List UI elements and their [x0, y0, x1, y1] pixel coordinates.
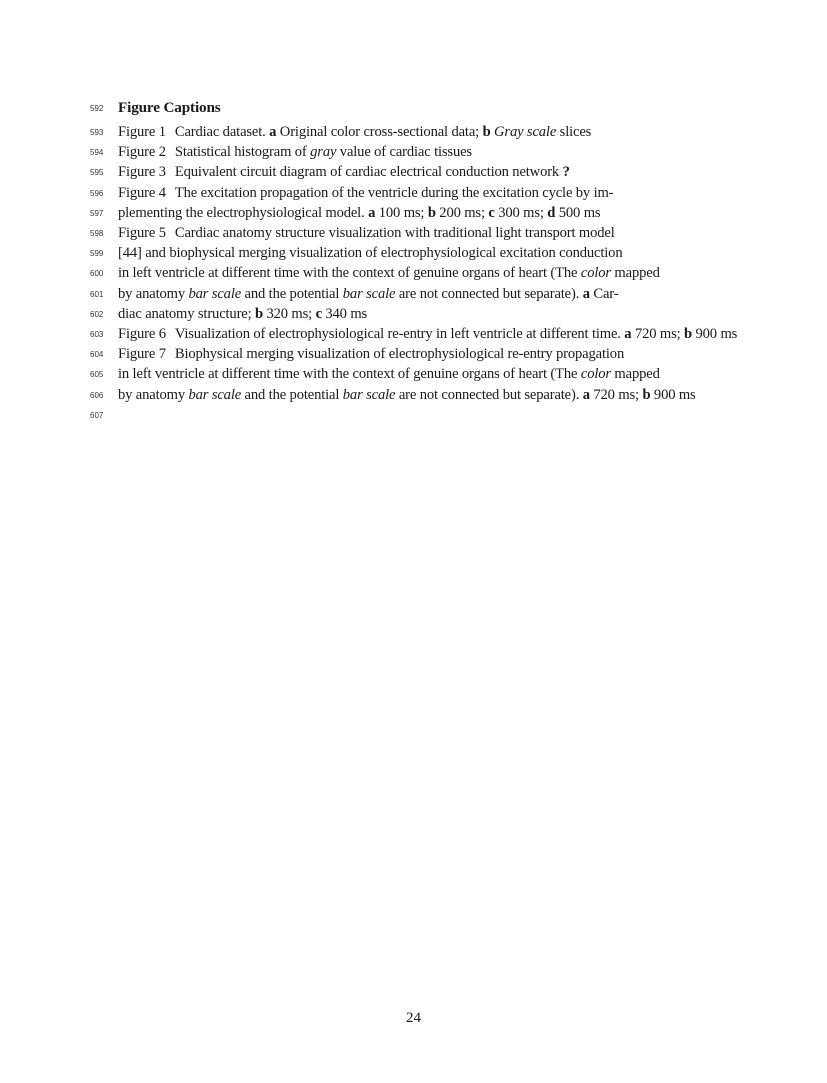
caption-line: [0, 284, 827, 304]
caption-fragment: are not connected but separate).: [395, 285, 583, 302]
page-number: 24: [406, 1010, 421, 1026]
italic-term: bar scale: [188, 386, 242, 403]
caption-fragment: 320 ms;: [262, 305, 316, 322]
caption-line: [0, 243, 827, 263]
line-number: 599: [90, 249, 104, 259]
line-number: 600: [90, 269, 104, 279]
caption-fragment: Original color cross-sectional data;: [276, 124, 483, 140]
caption-fragment: in left ventricle at different time with the context of genuine organs of heart (The: [118, 265, 581, 282]
subfigure-letter: b: [427, 204, 436, 221]
line-number: 592: [90, 104, 104, 113]
subfigure-letter: b: [642, 386, 651, 403]
caption-text: [118, 364, 660, 384]
line-number: 606: [90, 390, 104, 400]
caption-text: [118, 324, 737, 344]
caption-fragment: value of cardiac tissues: [336, 144, 472, 161]
caption-line: [0, 203, 827, 223]
caption-fragment: Equivalent circuit diagram of cardiac electrical conduction network: [174, 164, 563, 181]
caption-text: [118, 385, 696, 405]
caption-fragment: Biophysical merging visualization of electrophysiological re-entry propagation: [174, 346, 625, 363]
caption-fragment: mapped: [610, 265, 660, 282]
caption-fragment: [44] and biophysical merging visualization of electrophysiological excitation conduction: [118, 245, 623, 262]
caption-text: [118, 304, 367, 324]
figure-label: Figure 1: [118, 124, 166, 140]
caption-text: [118, 162, 570, 182]
figure-label: Figure 7: [118, 346, 166, 363]
caption-fragment: plementing the electrophysiological model.: [118, 204, 369, 221]
line-number: 605: [90, 370, 104, 380]
figure-label: Figure 3: [118, 164, 166, 181]
section-heading: Figure Captions: [118, 99, 221, 116]
caption-line: [0, 304, 827, 324]
caption-fragment: 100 ms;: [375, 204, 428, 221]
caption-line: [0, 263, 827, 283]
caption-line: [0, 344, 827, 364]
caption-line: [0, 162, 827, 182]
italic-term: gray: [310, 144, 337, 161]
line-number: 604: [90, 350, 104, 360]
caption-text: [118, 122, 591, 142]
figure-label: Figure 6: [118, 326, 166, 342]
subfigure-letter: d: [547, 204, 556, 221]
caption-fragment: 900 ms: [692, 326, 738, 342]
italic-term: bar scale: [342, 285, 396, 302]
caption-fragment: 500 ms: [555, 204, 601, 221]
italic-term: color: [580, 265, 611, 282]
caption-line: [0, 223, 827, 243]
caption-fragment: Cardiac anatomy structure visualization with traditional light transport model: [174, 225, 615, 241]
subfigure-letter: b: [255, 305, 263, 322]
line-number: 594: [90, 148, 104, 158]
caption-fragment: 200 ms;: [435, 204, 489, 221]
caption-fragment: The excitation propagation of the ventricle during the excitation cycle by im-: [174, 184, 614, 201]
caption-fragment: Statistical histogram of: [174, 144, 311, 161]
subfigure-letter: ?: [562, 164, 570, 181]
caption-fragment: 720 ms;: [631, 326, 685, 342]
figure-label: Figure 5: [118, 225, 166, 241]
line-number: 603: [90, 330, 104, 339]
subfigure-letter: a: [582, 386, 590, 403]
line-number: 607: [90, 410, 104, 420]
line-number: 601: [90, 289, 104, 299]
caption-fragment: 300 ms;: [494, 204, 548, 221]
caption-text: [118, 243, 622, 263]
caption-fragment: 340 ms: [321, 305, 368, 322]
caption-fragment: Cardiac dataset.: [174, 124, 270, 140]
subfigure-letter: c: [488, 204, 495, 221]
caption-line: [0, 142, 827, 162]
caption-fragment: and the potential: [241, 386, 343, 403]
caption-fragment: and the potential: [241, 285, 343, 302]
caption-fragment: by anatomy: [118, 386, 189, 403]
caption-fragment: in left ventricle at different time with the context of genuine organs of heart (The: [118, 366, 581, 383]
caption-text: [118, 203, 600, 223]
italic-term: bar scale: [342, 386, 396, 403]
line-number: 597: [90, 208, 104, 218]
caption-line: [0, 183, 827, 203]
caption-fragment: Car-: [589, 285, 619, 302]
subfigure-letter: a: [368, 204, 376, 221]
caption-fragment: are not connected but separate).: [395, 386, 583, 403]
caption-text: [118, 142, 472, 162]
subfigure-letter: a: [582, 285, 590, 302]
italic-term: color: [580, 366, 611, 383]
line-number: 596: [90, 188, 104, 198]
caption-line: [0, 324, 827, 344]
figure-label: Figure 2: [118, 144, 166, 161]
caption-fragment: Visualization of electrophysiological re-entry in left ventricle at different time.: [174, 326, 625, 342]
caption-text: [118, 284, 618, 304]
line-number: 593: [90, 128, 104, 137]
caption-line: [0, 364, 827, 384]
caption-line: [0, 122, 827, 142]
subfigure-letter: b: [482, 124, 491, 140]
line-number: 598: [90, 229, 104, 238]
caption-line: [0, 405, 827, 425]
caption-text: [118, 263, 660, 283]
figure-label: Figure 4: [118, 184, 166, 201]
caption-text: [118, 223, 615, 243]
caption-fragment: mapped: [610, 366, 660, 383]
caption-fragment: slices: [556, 124, 592, 140]
line-number: 602: [90, 309, 104, 319]
subfigure-letter: c: [315, 305, 322, 322]
caption-text: [118, 344, 624, 364]
caption-line: [0, 385, 827, 405]
subfigure-letter: b: [684, 326, 692, 342]
caption-text: [118, 183, 613, 203]
line-number: 595: [90, 168, 104, 178]
italic-term: bar scale: [188, 285, 242, 302]
caption-heading-line: [0, 98, 827, 118]
caption-fragment: 900 ms: [650, 386, 696, 403]
italic-term: Gray scale: [494, 124, 557, 140]
caption-fragment: by anatomy: [118, 285, 189, 302]
subfigure-letter: a: [269, 124, 277, 140]
subfigure-letter: a: [624, 326, 632, 342]
caption-fragment: 720 ms;: [589, 386, 643, 403]
caption-fragment: diac anatomy structure;: [118, 305, 256, 322]
